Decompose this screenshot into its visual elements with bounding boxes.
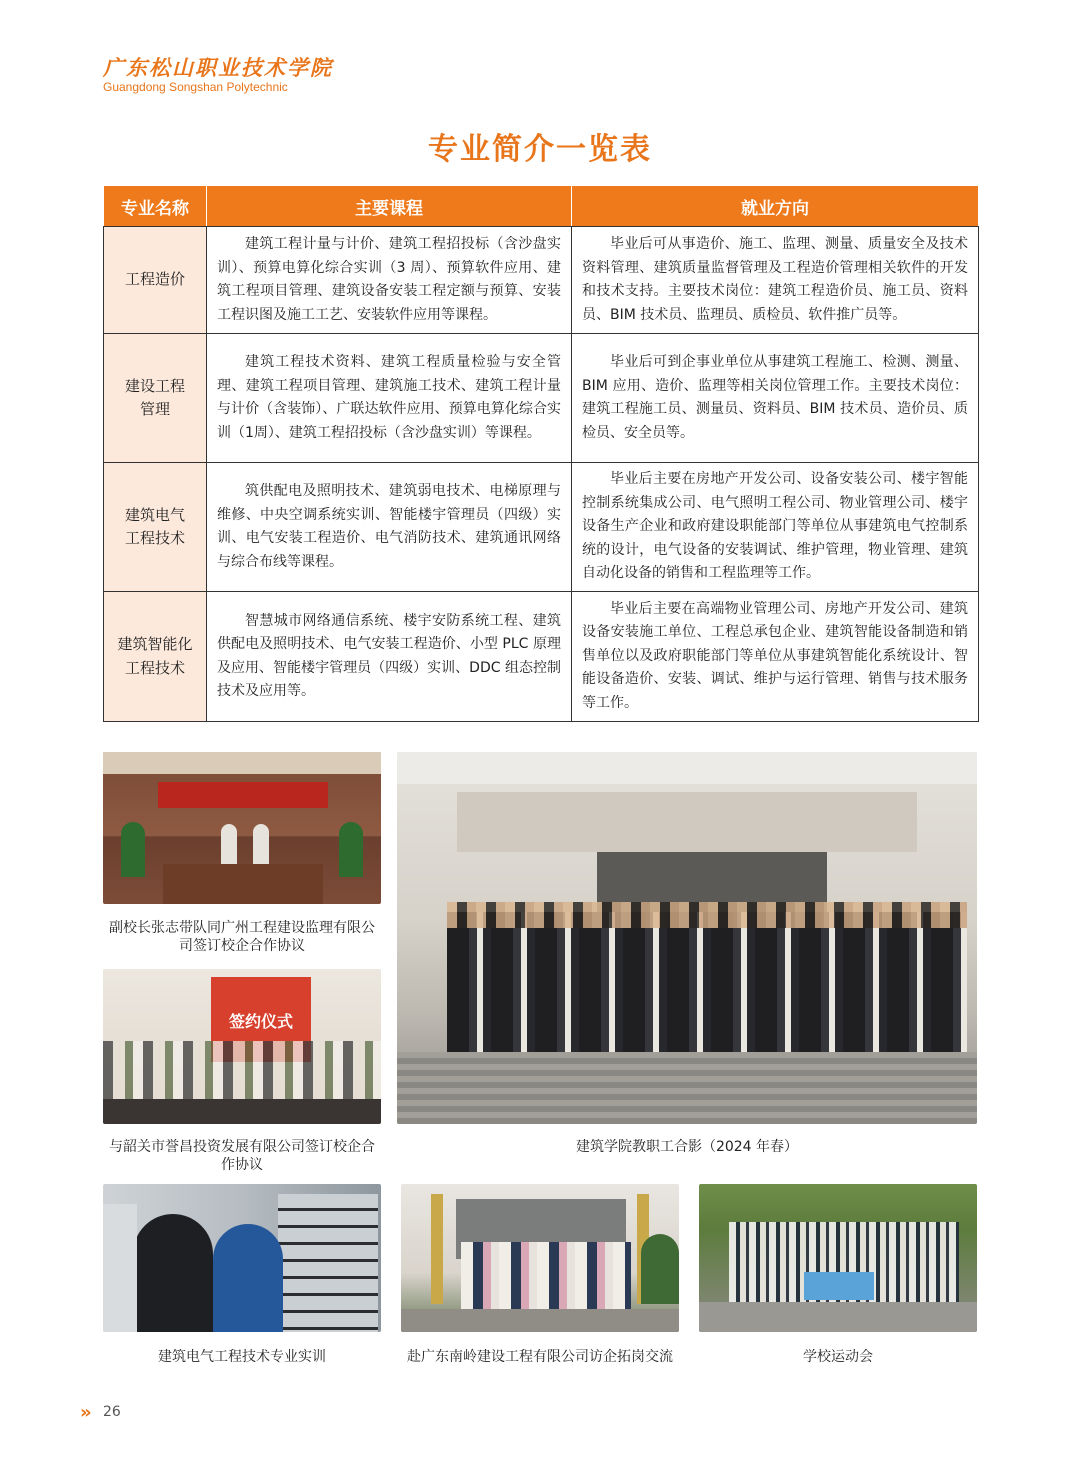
major-careers xyxy=(572,334,979,463)
caption-signing-ceremony: 与韶关市誉昌投资发展有限公司签订校企合作协议 xyxy=(109,1139,375,1173)
careers-text: 毕业后主要在房地产开发公司、设备安装公司、楼宇智能控制系统集成公司、电气照明工程公司、物业管理公司、楼宇设备生产企业和政府建设职能部门等单位从事建筑电气控制系统的设计，电气设备的安装调试、维护管理，物业管理、建筑自动化设备的销售和工程监理等工作。 xyxy=(582,471,968,582)
photo-sports-meet xyxy=(699,1184,977,1332)
page-title: 专业简介一览表 xyxy=(428,132,652,167)
majors-table xyxy=(103,185,979,722)
caption-electrical-training: 建筑电气工程技术专业实训 xyxy=(158,1349,326,1365)
photo-signing-meeting xyxy=(103,752,381,904)
caption-staff-group: 建筑学院教职工合影（2024 年春） xyxy=(575,1139,799,1155)
major-name xyxy=(104,334,207,463)
major-courses xyxy=(207,592,572,722)
table-row xyxy=(104,334,979,463)
major-courses xyxy=(207,463,572,592)
header-careers: 就业方向 xyxy=(572,186,979,227)
courses-text: 建筑工程计量与计价、建筑工程招投标（含沙盘实训）、预算电算化综合实训（3 周）、预算软件应用、建筑工程项目管理、建筑设备安装工程定额与预算、安装工程识图及施工工艺、安装软件应用等课程。 xyxy=(217,236,561,323)
photo-company-visit xyxy=(401,1184,679,1332)
photo-staff-group xyxy=(397,752,977,1124)
photo-electrical-training xyxy=(103,1184,381,1332)
table-header-row xyxy=(104,186,979,227)
chevron-right-icon: » xyxy=(80,1402,89,1423)
courses-text: 筑供配电及照明技术、建筑弱电技术、电梯原理与维修、中央空调系统实训、智能楼宇管理员（四级）实训、电气安装工程造价、电气消防技术、建筑通讯网络与综合布线等课程。 xyxy=(217,483,561,570)
caption-company-visit: 赴广东南岭建设工程有限公司访企拓岗交流 xyxy=(407,1349,673,1365)
major-careers xyxy=(572,227,979,334)
major-courses xyxy=(207,227,572,334)
logo-english: Guangdong Songshan Polytechnic xyxy=(103,80,288,94)
major-name xyxy=(104,463,207,592)
header-major-name: 专业名称 xyxy=(104,186,207,227)
major-name-text: 建筑智能化工程技术 xyxy=(117,635,193,677)
careers-text: 毕业后可从事造价、施工、监理、测量、质量安全及技术资料管理、建筑质量监督管理及工程造价管理相关软件的开发和技术支持。主要技术岗位：建筑工程造价员、施工员、资料员、BIM 技术员、监理员、质检员、软件推广员等。 xyxy=(582,236,968,323)
header-courses: 主要课程 xyxy=(207,186,572,227)
page-number: 26 xyxy=(103,1404,121,1420)
major-name xyxy=(104,592,207,722)
major-courses xyxy=(207,334,572,463)
table-row xyxy=(104,463,979,592)
table-row xyxy=(104,227,979,334)
courses-text: 智慧城市网络通信系统、楼宇安防系统工程、建筑供配电及照明技术、电气安装工程造价、小型 PLC 原理及应用、智能楼宇管理员（四级）实训、DDC 组态控制技术及应用等。 xyxy=(217,612,561,699)
caption-signing-meeting: 副校长张志带队同广州工程建设监理有限公司签订校企合作协议 xyxy=(109,920,375,954)
careers-text: 毕业后主要在高端物业管理公司、房地产开发公司、建筑设备安装施工单位、工程总承包企业、建筑智能设备制造和销售单位以及政府职能部门等单位从事建筑智能化系统设计、智能设备造价、安装、调试、维护与运行管理、销售与技术服务等工作。 xyxy=(582,600,968,711)
major-careers xyxy=(572,463,979,592)
careers-text: 毕业后可到企事业单位从事建筑工程施工、检测、测量、BIM 应用、造价、监理等相关岗位管理工作。主要技术岗位：建筑工程施工员、测量员、资料员、BIM 技术员、造价员、质检员、安全员等。 xyxy=(582,354,968,441)
table-row xyxy=(104,592,979,722)
major-name-text: 建筑电气工程技术 xyxy=(124,505,185,547)
logo-chinese: 广东松山职业技术学院 xyxy=(103,55,333,80)
major-name-text: 建设工程管理 xyxy=(124,376,185,418)
caption-sports-meet: 学校运动会 xyxy=(803,1349,873,1365)
major-careers xyxy=(572,592,979,722)
major-name: 工程造价 xyxy=(104,227,207,334)
banner-text: 签约仪式 xyxy=(228,1012,293,1031)
photo-signing-ceremony xyxy=(103,969,381,1124)
courses-text: 建筑工程技术资料、建筑工程质量检验与安全管理、建筑工程项目管理、建筑施工技术、建筑工程计量与计价（含装饰）、广联达软件应用、预算电算化综合实训（1周）、建筑工程招投标（含沙盘实训）等课程。 xyxy=(217,354,561,441)
